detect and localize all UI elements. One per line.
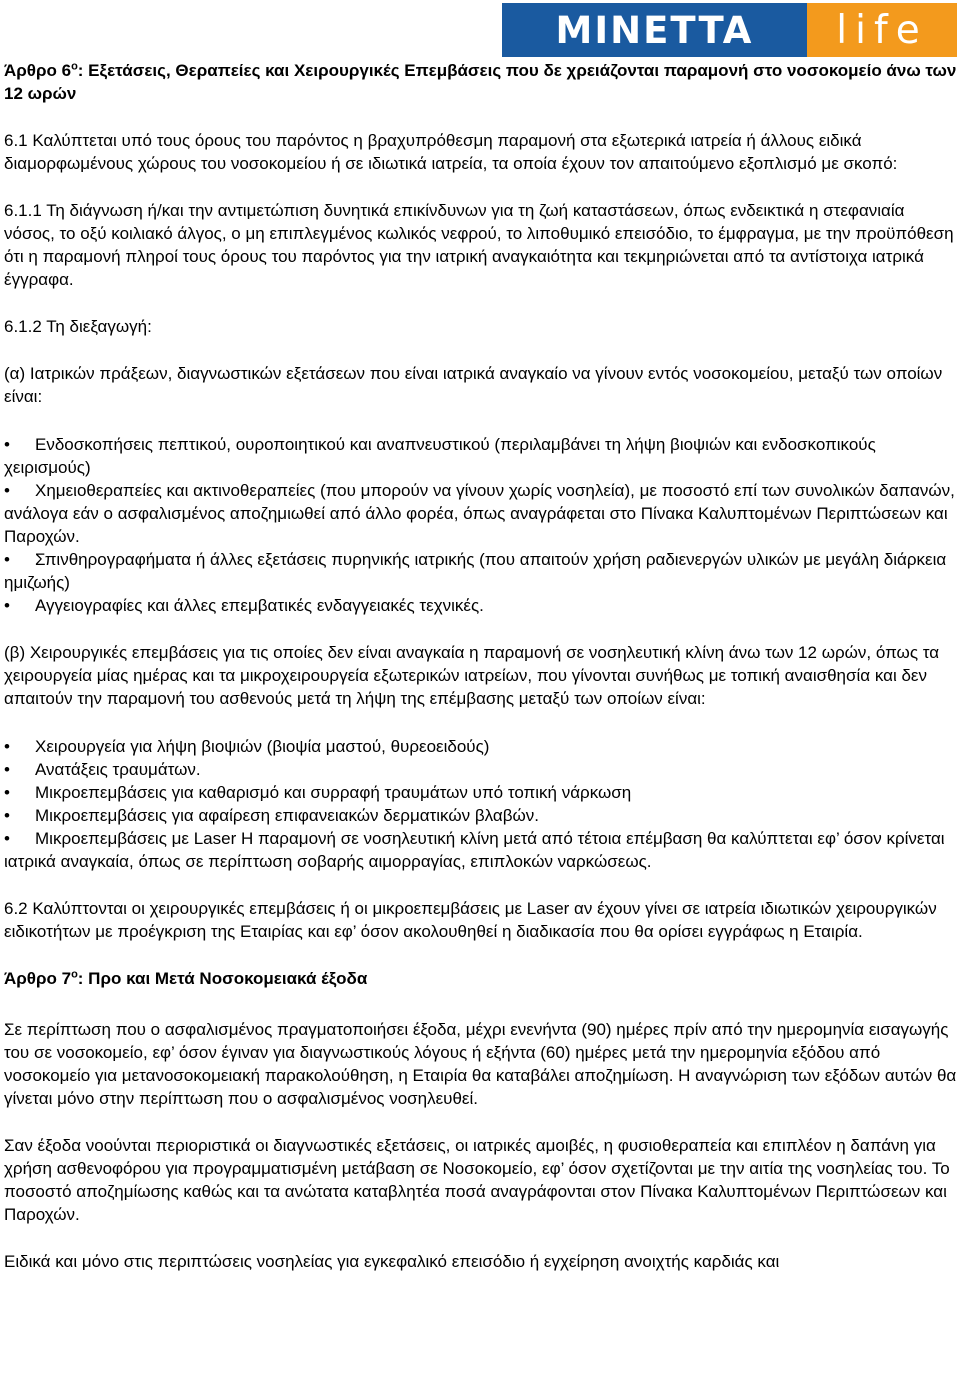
minetta-life-logo — [502, 3, 957, 57]
article-6-heading-prefix: Άρθρο 6 — [4, 61, 72, 80]
list-item — [4, 594, 958, 617]
bullet-icon: • — [4, 435, 10, 454]
list-item — [4, 735, 958, 758]
article-6-heading-rest: : Εξετάσεις, Θεραπείες και Χειρουργικές Επεμβάσεις που δε χρειάζονται παραμονή στο νοσοκομείο άνω των 12 ωρών — [4, 61, 957, 103]
list-item — [4, 548, 958, 594]
list-item — [4, 479, 958, 548]
article-6-heading-sup: ο — [71, 60, 78, 73]
bullet-icon: • — [4, 596, 10, 615]
beta-intro: (β) Χειρουργικές επεμβάσεις για τις οποίες δεν είναι αναγκαία η παραμονή σε νοσηλευτική κλίνη άνω των 12 ωρών, όπως τα χειρουργεία μίας ημέρας και τα μικροχειρουργεία εξωτερικών ιατρείων, που γίνονται συνήθως με τοπική αναισθησία και δεν απαιτούν την παραμονή του ασθενούς μετά τη λήψη της επέμβασης μεταξύ των οποίων είναι: — [4, 643, 940, 708]
list-item — [4, 827, 958, 873]
bullet-icon: • — [4, 829, 10, 848]
article-7-heading-prefix: Άρθρο 7 — [4, 969, 72, 988]
list-item-text: Χημειοθεραπείες και ακτινοθεραπείες (που μπορούν να γίνουν χωρίς νοσηλεία), με ποσοστό επί των συνολικών δαπανών, ανάλογα εάν ο ασφαλισμένος αποζημιωθεί από άλλο φορέα, όπως αναγράφεται στο Πίνακα Καλυπτομένων Περιπτώσεων και Παροχών. — [4, 481, 955, 546]
alpha-intro: (α) Ιατρικών πράξεων, διαγνωστικών εξετάσεων που είναι ιατρικά αναγκαίο να γίνουν εντός νοσοκομείου, μεταξύ των οποίων είναι: — [4, 364, 943, 406]
bullet-icon: • — [4, 783, 10, 802]
logo-life-text: life — [807, 3, 957, 57]
list-item-text: Σπινθηρογραφήματα ή άλλες εξετάσεις πυρηνικής ιατρικής (που απαιτούν χρήση ραδιενεργών υλικών με μεγάλη διάρκεια ημιζωής) — [4, 550, 947, 592]
article-7-paragraph-2: Σαν έξοδα νοούνται περιοριστικά οι διαγνωστικές εξετάσεις, οι ιατρικές αμοιβές, η φυσιοθεραπεία και επιπλέον η δαπάνη για χρήση ασθενοφόρου για προγραμματισμένη μετάβαση σε Νοσοκομείο, εφ’ όσον σχετίζονται με την αιτία της νοσηλείας του. Το ποσοστό αποζημίωσης καθώς και τα ανώτατα καταβλητέα ποσά αναγράφονται στον Πίνακα Καλυπτομένων Περιπτώσεων και Παροχών. — [4, 1136, 950, 1224]
article-7-paragraph-1: Σε περίπτωση που ο ασφαλισμένος πραγματοποιήσει έξοδα, μέχρι ενενήντα (90) ημέρες πρίν από την ημερομηνία εισαγωγής του σε νοσοκομείο, εφ’ όσον έγιναν για διαγνωστικούς λόγους ή εξήντα (60) ημέρες μετά την ημερομηνία εξόδου από νοσοκομείο για μετανοσοκομειακή παρακολούθηση, η Εταιρία θα καταβάλει αποζημίωση. Η αναγνώριση των εξόδων αυτών θα γίνεται μόνο στην περίπτωση που ο ασφαλισμένος νοσηλευθεί. — [4, 1020, 957, 1108]
list-item-text: Μικροεπεμβάσεις για καθαρισμό και συρραφή τραυμάτων υπό τοπική νάρκωση — [35, 783, 632, 802]
list-item-text: Αγγειογραφίες και άλλες επεμβατικές ενδαγγειακές τεχνικές. — [35, 596, 484, 615]
list-item-text: Μικροεπεμβάσεις με Laser Η παραμονή σε νοσηλευτική κλίνη μετά από τέτοια επέμβαση θα καλύπτεται εφ’ όσον κρίνεται ιατρικά αναγκαία, όπως σε περίπτωση σοβαρής αιμορραγίας, επιπλοκών ναρκώσεως. — [4, 829, 945, 871]
article-7-paragraph-3: Ειδικά και μόνο στις περιπτώσεις νοσηλείας για εγκεφαλικό επεισόδιο ή εγχείρηση ανοιχτής καρδιάς και — [4, 1252, 780, 1271]
list-item — [4, 781, 958, 804]
article-7-heading-sup: ο — [71, 968, 78, 981]
bullet-icon: • — [4, 550, 10, 569]
article-6-heading — [4, 59, 958, 105]
article-7-heading — [4, 967, 958, 990]
list-item-text: Χειρουργεία για λήψη βιοψιών (βιοψία μαστού, θυρεοειδούς) — [35, 737, 490, 756]
list-item — [4, 804, 958, 827]
paragraph-6-1-2: 6.1.2 Τη διεξαγωγή: — [4, 317, 152, 336]
bullet-icon: • — [4, 737, 10, 756]
alpha-list — [4, 433, 958, 617]
list-item-text: Ανατάξεις τραυμάτων. — [35, 760, 201, 779]
bullet-icon: • — [4, 806, 10, 825]
document-body — [4, 59, 958, 1273]
paragraph-6-1: 6.1 Καλύπτεται υπό τους όρους του παρόντος η βραχυπρόθεσμη παραμονή στα εξωτερικά ιατρεία ή άλλους ειδικά διαμορφωμένους χώρους του νοσοκομείου ή σε ιδιωτικά ιατρεία, τα οποία έχουν τον απαιτούμενο εξοπλισμό με σκοπό: — [4, 131, 898, 173]
list-item — [4, 433, 958, 479]
beta-list — [4, 735, 958, 873]
list-item-text: Ενδοσκοπήσεις πεπτικού, ουροποιητικού και αναπνευστικού (περιλαμβάνει τη λήψη βιοψιών και ενδοσκοπικούς χειρισμούς) — [4, 435, 876, 477]
paragraph-6-1-1: 6.1.1 Τη διάγνωση ή/και την αντιμετώπιση δυνητικά επικίνδυνων για τη ζωή καταστάσεων, όπως ενδεικτικά η στεφανιαία νόσος, το οξύ κοιλιακό άλγος, ο μη επιπλεγμένος κωλικός νεφρού, το λιποθυμικό επεισόδιο, το έμφραγμα, με την προϋπόθεση ότι η παραμονή πληροί τους όρους του παρόντος για την ιατρική αναγκαιότητα και τεκμηριώνεται από τα αντίστοιχα ιατρικά έγγραφα. — [4, 201, 954, 289]
list-item — [4, 758, 958, 781]
bullet-icon: • — [4, 481, 10, 500]
list-item-text: Μικροεπεμβάσεις για αφαίρεση επιφανειακών δερματικών βλαβών. — [35, 806, 539, 825]
bullet-icon: • — [4, 760, 10, 779]
logo-minetta-text: MINETTA — [502, 3, 807, 57]
paragraph-6-2: 6.2 Καλύπτονται οι χειρουργικές επεμβάσεις ή οι μικροεπεμβάσεις με Laser αν έχουν γίνει σε ιατρεία ιδιωτικών χειρουργικών ειδικοτήτων με προέγκριση της Εταιρίας και εφ’ όσον ακολουθηθεί η διαδικασία που θα ορίσει εγγράφως η Εταιρία. — [4, 899, 937, 941]
article-7-heading-rest: : Προ και Μετά Νοσοκομειακά έξοδα — [77, 969, 368, 988]
